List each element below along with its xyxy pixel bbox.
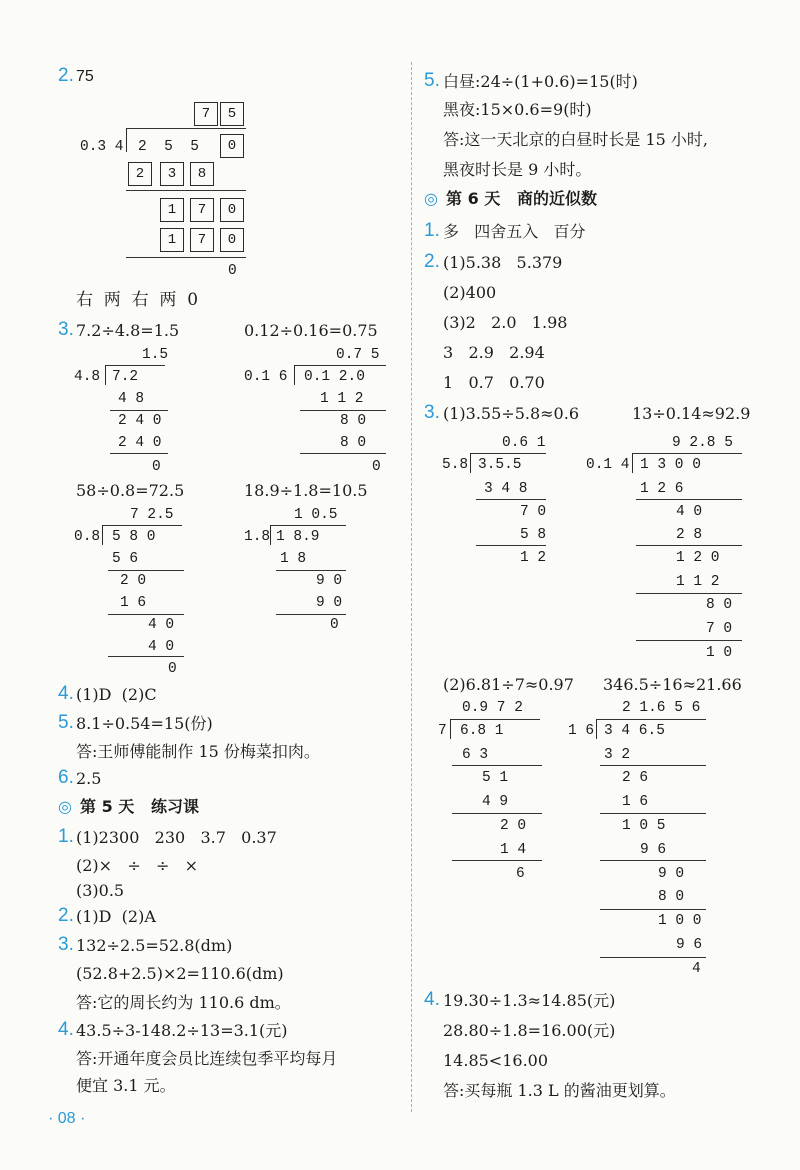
divisor: 7: [438, 723, 447, 739]
step: 4 0: [148, 639, 175, 655]
division-bracket: [270, 525, 271, 545]
step: 1 2: [520, 550, 547, 566]
divisor: 0.1 6: [244, 369, 288, 385]
equation: 0.12÷0.16=0.75: [244, 321, 378, 340]
step: 1 6: [622, 794, 649, 810]
division-bracket: [102, 525, 103, 545]
step: 1 1 2: [676, 574, 720, 590]
answer-line: (3)2 2.0 1.98: [443, 313, 568, 332]
quotient: 0.6 1: [502, 435, 546, 451]
equation: (1)3.55÷5.8≈0.6: [443, 404, 579, 423]
digit-box: 2: [128, 162, 152, 186]
division-bar: [102, 525, 182, 526]
step: 2 4 0: [118, 435, 162, 451]
step: 0: [330, 617, 339, 633]
step: 1 6: [120, 595, 147, 611]
rule: [476, 499, 546, 500]
step: 2 0: [120, 573, 147, 589]
column-divider: [411, 62, 412, 1112]
step: 6: [516, 866, 525, 882]
divisor: 4.8: [74, 369, 101, 385]
division-bar: [270, 525, 346, 526]
division-bracket: [632, 453, 633, 473]
rule: [636, 545, 742, 546]
rule: [276, 614, 346, 615]
division-bar: [126, 128, 246, 129]
answer-line: 白昼:24÷(1+0.6)=15(时): [443, 72, 638, 91]
rule: [108, 614, 184, 615]
section-title: 第 5 天 练习课: [80, 797, 199, 816]
question-number: 6.: [58, 767, 74, 788]
step: 1 8: [280, 551, 307, 567]
rule: [108, 570, 184, 571]
answer-line: 答:开通年度会员比连续包季平均每月: [76, 1049, 338, 1068]
rule: [110, 453, 168, 454]
digit-box: 7: [190, 198, 214, 222]
rule: [636, 593, 742, 594]
question-number: 3.: [58, 934, 74, 955]
step: 9 0: [316, 595, 343, 611]
answer-line: (2)400: [443, 283, 497, 302]
step: 2 6: [622, 770, 649, 786]
digit-box: 7: [194, 102, 218, 126]
answer-line: (52.8+2.5)×2=110.6(dm): [76, 964, 284, 983]
section-title: 第 6 天 商的近似数: [446, 189, 597, 208]
step: 3 4 8: [484, 481, 528, 497]
rule: [476, 545, 546, 546]
step: 2 4 0: [118, 413, 162, 429]
digit-box: 0: [220, 134, 244, 158]
answer-text: (1)D (2)A: [76, 907, 156, 926]
divisor: 1 6: [568, 723, 595, 739]
rule: [600, 909, 706, 910]
dividend: 1 8.9: [276, 529, 320, 545]
step: 0: [152, 459, 161, 475]
step: 1 0: [706, 645, 733, 661]
step: 8 0: [340, 435, 367, 451]
answer-sentence: 答:王师傅能制作 15 份梅菜扣肉。: [76, 742, 320, 761]
division-bar: [294, 365, 386, 366]
step: 4: [692, 961, 701, 977]
question-number: 1.: [424, 220, 440, 241]
rule: [452, 813, 542, 814]
step: 3 2: [604, 747, 631, 763]
section-icon: ◎: [58, 797, 72, 816]
rule: [636, 499, 742, 500]
question-number: 5.: [424, 70, 440, 91]
answer-line: (3)0.5: [76, 881, 125, 900]
quotient: 1.5: [142, 347, 169, 363]
dividend: 5 8 0: [112, 529, 156, 545]
step: 2 0: [500, 818, 527, 834]
step: 5 1: [482, 770, 509, 786]
step: 8 0: [706, 597, 733, 613]
rule: [600, 957, 706, 958]
equation: 18.9÷1.8=10.5: [244, 481, 368, 500]
step: 8 0: [340, 413, 367, 429]
digit-box: 0: [220, 198, 244, 222]
division-bracket: [450, 719, 451, 739]
dividend: 0.1 2.0: [304, 369, 365, 385]
division-bracket: [105, 365, 106, 385]
step: 6 3: [462, 747, 489, 763]
dividend: 2 5 5: [138, 139, 199, 155]
answer-line: 132÷2.5=52.8(dm): [76, 936, 233, 955]
rule: [126, 257, 246, 258]
step: 5 8: [520, 527, 547, 543]
answer-line: 1 0.7 0.70: [443, 373, 545, 392]
division-bracket: [596, 719, 597, 739]
rule: [636, 640, 742, 641]
step: 2 8: [676, 527, 703, 543]
question-number: 5.: [58, 712, 74, 733]
equation: 13÷0.14≈92.9: [632, 404, 751, 423]
step: 7 0: [520, 504, 547, 520]
rule: [600, 765, 706, 766]
dividend: 3.5.5: [478, 457, 522, 473]
division-bracket: [126, 128, 127, 152]
answer-line: 14.85<16.00: [443, 1051, 549, 1070]
answer-line: (1)5.38 5.379: [443, 253, 563, 272]
rule: [108, 656, 184, 657]
dividend: 7.2: [112, 369, 139, 385]
question-number: 4.: [58, 1019, 74, 1040]
question-number: 2.: [58, 65, 74, 86]
answer-line: 答:它的周长约为 110.6 dm。: [76, 993, 291, 1012]
quotient: 1 0.5: [294, 507, 338, 523]
answer-line: (2)× ÷ ÷ ×: [76, 856, 199, 875]
remainder: 0: [228, 263, 237, 279]
quotient: 0.7 5: [336, 347, 380, 363]
rule: [110, 410, 168, 411]
step: 4 0: [148, 617, 175, 633]
quotient: 0.9 7 2: [462, 700, 523, 716]
step: 4 8: [118, 391, 145, 407]
rule: [452, 860, 542, 861]
dividend: 1 3 0 0: [640, 457, 701, 473]
question-number: 2.: [424, 251, 440, 272]
digit-box: 1: [160, 228, 184, 252]
answer-line: 便宜 3.1 元。: [76, 1076, 176, 1095]
division-bar: [105, 365, 165, 366]
step: 1 4: [500, 842, 527, 858]
answer-line: 答:买每瓶 1.3 L 的酱油更划算。: [443, 1081, 676, 1100]
answer-line: 黑夜时长是 9 小时。: [443, 160, 592, 179]
quotient: 2 1.6 5 6: [622, 700, 701, 716]
step: 9 0: [658, 866, 685, 882]
step: 9 6: [640, 842, 667, 858]
question-number: 4.: [58, 683, 74, 704]
step: 1 1 2: [320, 391, 364, 407]
answer-text: 多 四舍五入 百分: [443, 222, 586, 241]
step: 5 6: [112, 551, 139, 567]
rule: [600, 813, 706, 814]
step: 1 2 6: [640, 481, 684, 497]
answer-line: 答:这一天北京的白昼时长是 15 小时,: [443, 130, 709, 149]
step: 0: [168, 661, 177, 677]
step: 4 9: [482, 794, 509, 810]
division-bracket: [470, 453, 471, 473]
rule: [300, 410, 386, 411]
rule: [600, 860, 706, 861]
answer-text: 75: [76, 68, 94, 85]
division-bar: [632, 453, 742, 454]
digit-box: 8: [190, 162, 214, 186]
divisor: 1.8: [244, 529, 271, 545]
answer-text: (1)D (2)C: [76, 685, 157, 704]
answer-line: 19.30÷1.3≈14.85(元): [443, 991, 616, 1010]
page-number: · 08 ·: [48, 1110, 86, 1127]
step: 1 0 5: [622, 818, 666, 834]
step: 4 0: [676, 504, 703, 520]
quotient: 7 2.5: [130, 507, 174, 523]
step: 7 0: [706, 621, 733, 637]
equation: 58÷0.8=72.5: [76, 481, 185, 500]
answer-line: (1)2300 230 3.7 0.37: [76, 828, 277, 847]
divisor: 0.8: [74, 529, 101, 545]
answer-line: 28.80÷1.8=16.00(元): [443, 1021, 616, 1040]
answer-line: 黑夜:15×0.6=9(时): [443, 100, 592, 119]
division-bar: [596, 719, 706, 720]
section-icon: ◎: [424, 189, 438, 208]
step: 8 0: [658, 889, 685, 905]
equation: 8.1÷0.54=15(份): [76, 714, 213, 733]
step: 9 6: [676, 937, 703, 953]
digit-box: 1: [160, 198, 184, 222]
division-bar: [470, 453, 546, 454]
equation: (2)6.81÷7≈0.97: [443, 675, 574, 694]
digit-box: 0: [220, 228, 244, 252]
rule: [126, 190, 246, 191]
divisor: 0.1 4: [586, 457, 630, 473]
answer-line: 43.5÷3-148.2÷13=3.1(元): [76, 1021, 288, 1040]
quotient: 9 2.8 5: [672, 435, 733, 451]
step: 9 0: [316, 573, 343, 589]
rule: [276, 570, 346, 571]
question-number: 3.: [58, 319, 74, 340]
question-number: 3.: [424, 402, 440, 423]
step: 1 2 0: [676, 550, 720, 566]
digit-box: 7: [190, 228, 214, 252]
division-bracket: [294, 365, 295, 385]
step: 0: [372, 459, 381, 475]
divisor: 0.3 4: [80, 139, 124, 155]
answer-words: 右 两 右 两 0: [76, 290, 199, 310]
dividend: 6.8 1: [460, 723, 504, 739]
equation: 346.5÷16≈21.66: [603, 675, 742, 694]
division-bar: [450, 719, 540, 720]
rule: [300, 453, 386, 454]
answer-text: 2.5: [76, 769, 102, 788]
divisor: 5.8: [442, 457, 469, 473]
digit-box: 3: [160, 162, 184, 186]
answer-line: 3 2.9 2.94: [443, 343, 545, 362]
dividend: 3 4 6.5: [604, 723, 665, 739]
question-number: 1.: [58, 826, 74, 847]
rule: [452, 765, 542, 766]
digit-box: 5: [220, 102, 244, 126]
equation: 7.2÷4.8=1.5: [76, 321, 180, 340]
question-number: 2.: [58, 905, 74, 926]
question-number: 4.: [424, 989, 440, 1010]
step: 1 0 0: [658, 913, 702, 929]
